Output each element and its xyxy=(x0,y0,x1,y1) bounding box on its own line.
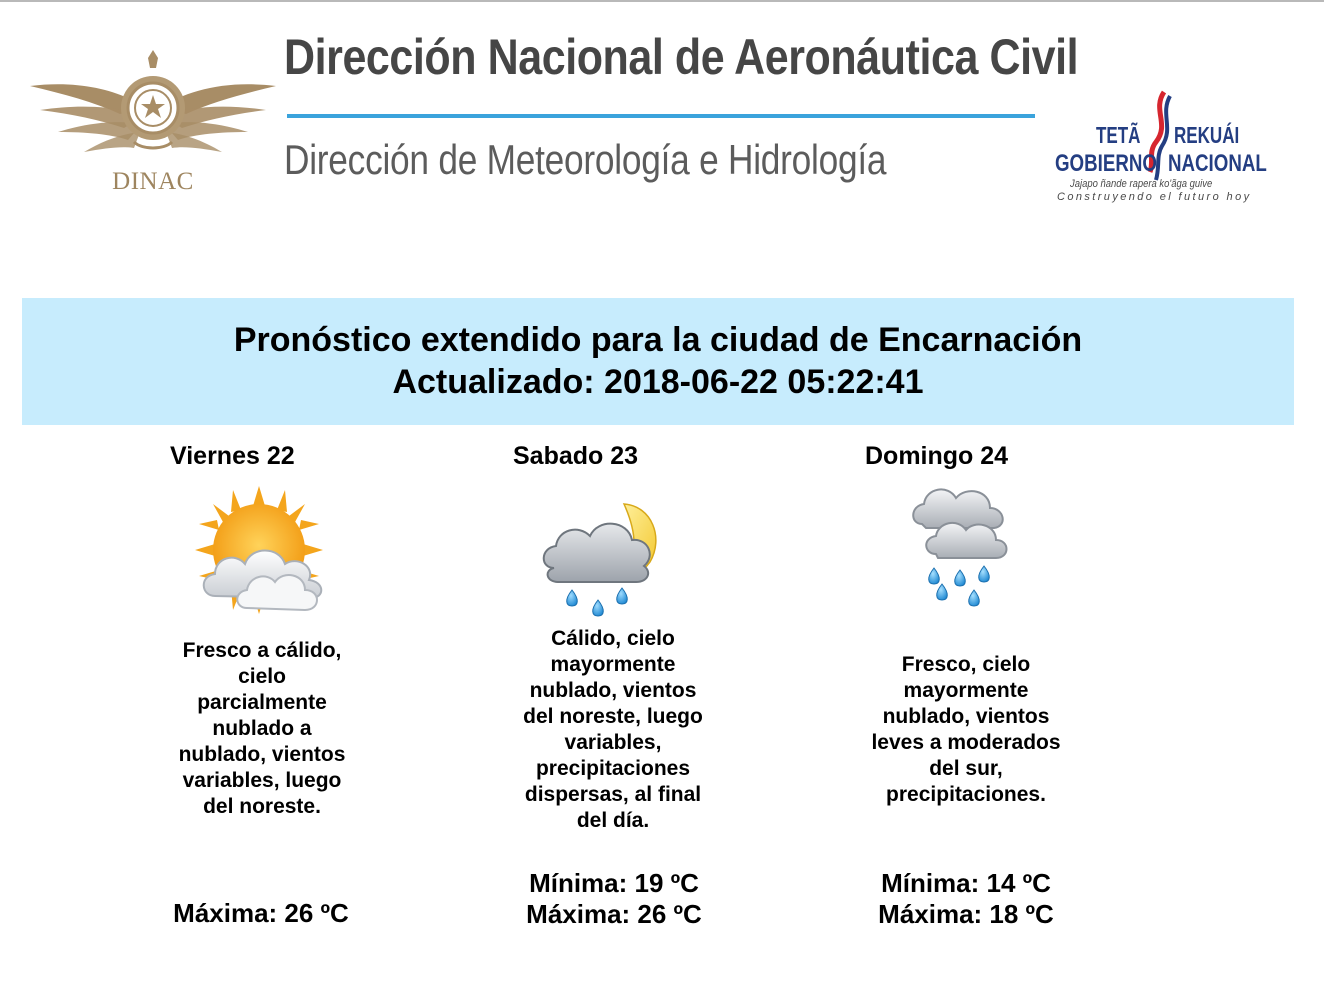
gov-logo-teta: TETÃ xyxy=(1096,122,1141,148)
min-temperature: Mínima: 14 ºC xyxy=(881,868,1051,898)
winged-seal-icon xyxy=(24,50,282,170)
forecast-description: Cálido, cielo mayormente nublado, vientos del noreste, luego variables, precipitaciones dispersas, al final del día. xyxy=(523,627,703,832)
max-temperature: Máxima: 26 ºC xyxy=(526,899,702,929)
forecast-updated: Actualizado: 2018-06-22 05:22:41 xyxy=(392,363,924,401)
gov-logo-gobierno: GOBIERNO xyxy=(1055,150,1157,177)
max-temperature: Máxima: 18 ºC xyxy=(878,899,1054,929)
forecast-day-3 xyxy=(836,438,1096,938)
dinac-logo-text: DINAC xyxy=(112,168,194,195)
organization-subtitle: Dirección de Meteorología e Hidrología xyxy=(284,136,887,183)
forecast-description: Fresco, cielo mayormente nublado, vientos leves a moderados del sur, precipitaciones. xyxy=(871,653,1061,806)
max-temperature: Máxima: 26 ºC xyxy=(173,898,349,928)
clouds-rain-icon xyxy=(908,480,1048,620)
forecast-day-1 xyxy=(141,438,401,938)
header-divider xyxy=(287,114,1035,118)
day-name: Domingo 24 xyxy=(865,442,1009,470)
page-header xyxy=(0,2,1324,242)
forecast-banner xyxy=(22,298,1294,425)
forecast-title: Pronóstico extendido para la ciudad de Encarnación xyxy=(233,321,1083,359)
forecast-day-2 xyxy=(484,438,744,938)
header-titles xyxy=(284,28,1079,198)
day-name: Viernes 22 xyxy=(170,442,295,470)
organization-title: Dirección Nacional de Aeronáutica Civil xyxy=(284,29,1079,85)
gov-logo-slogan-guarani: Jajapo ñande rapera ko'ãga guive xyxy=(1070,178,1213,190)
gov-logo-nacional: NACIONAL xyxy=(1168,150,1267,177)
dinac-logo xyxy=(24,50,282,210)
gov-logo-rekuai: REKUÁI xyxy=(1174,122,1240,148)
min-temperature: Mínima: 19 ºC xyxy=(529,868,699,898)
gobierno-nacional-logo xyxy=(1052,90,1280,208)
night-cloud-rain-icon xyxy=(540,496,680,636)
sun-behind-clouds-icon xyxy=(193,484,333,624)
gov-logo-slogan-spanish: Construyendo el futuro hoy xyxy=(1057,191,1252,203)
forecast-description: Fresco a cálido, cielo parcialmente nublado a nublado, vientos variables, luego del noreste. xyxy=(178,639,346,818)
day-name: Sabado 23 xyxy=(513,442,639,470)
